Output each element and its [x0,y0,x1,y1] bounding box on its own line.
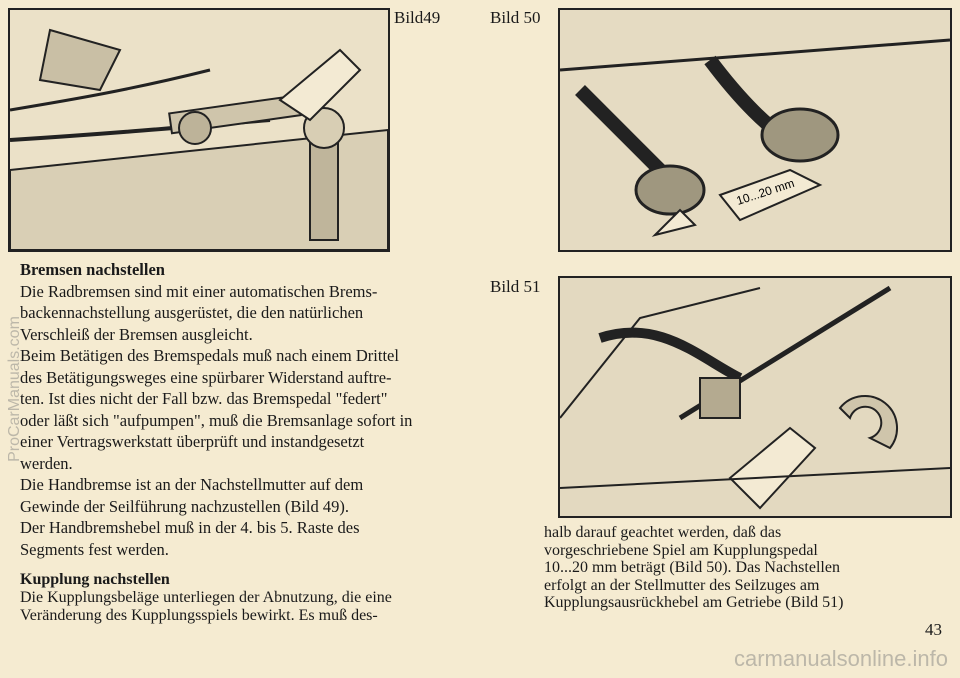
pedals-illustration [560,10,950,250]
section-kupplung [20,570,520,624]
side-watermark: ProCarManuals.com [5,316,23,462]
text-line: erfolgt an der Stellmutter des Seilzuges am [544,576,820,594]
caption-bild49: Bild49 [394,8,441,27]
text-line: 10...20 mm beträgt (Bild 50). Das Nachstellen [544,559,840,576]
text-line: einer Vertragswerkstatt überprüft und instandgesetzt [20,432,365,451]
caption-bild51: Bild 51 [490,277,541,296]
text-line: werden. [20,453,73,473]
figure-bild49 [8,8,390,252]
text-line: Die Radbremsen sind mit einer automatischen Brems- [20,281,378,301]
brake-adjustment-illustration [10,10,388,250]
text-line: Die Kupplungsbeläge unterliegen der Abnutzung, die eine [20,589,392,606]
section-bremsen [20,259,490,560]
text-line: vorgeschriebene Spiel am Kupplungspedal [544,541,818,559]
clearance-label: 10...20 mm [734,175,797,208]
heading-bremsen: Bremsen nachstellen [20,260,165,279]
heading-kupplung: Kupplung nachstellen [20,571,170,588]
text-line: Beim Betätigen des Bremspedals muß nach einem Drittel [20,346,399,365]
text-line: Verschleiß der Bremsen ausgleicht. [20,324,253,344]
clutch-cable-illustration [560,278,950,516]
section-kupplung-continuation [544,524,944,612]
text-line: Gewinde der Seilführung nachzustellen (Bild 49). [20,496,349,516]
text-line: des Betätigungsweges eine spürbarer Widerstand auftre- [20,367,392,387]
page-number: 43 [925,620,942,639]
text-line: Segments fest werden. [20,539,169,559]
text-line: halb darauf geachtet werden, daß das [544,524,782,541]
caption-bild50: Bild 50 [490,8,541,27]
text-line: Die Handbremse ist an der Nachstellmutter auf dem [20,475,364,494]
text-line: backennachstellung ausgerüstet, die den natürlichen [20,303,364,322]
text-line: Kupplungsausrückhebel am Getriebe (Bild 51) [544,594,844,611]
figure-bild50 [558,8,952,252]
text-line: Der Handbremshebel muß in der 4. bis 5. Raste des [20,518,360,537]
bottom-watermark: carmanualsonline.info [733,646,948,671]
text-line: Veränderung des Kupplungsspiels bewirkt. Es muß des- [20,606,378,624]
text-line: oder läßt sich "aufpumpen", muß die Bremsanlage sofort in [20,410,413,430]
text-line: ten. Ist dies nicht der Fall bzw. das Bremspedal "federt" [20,389,388,408]
figure-bild51 [558,276,952,518]
